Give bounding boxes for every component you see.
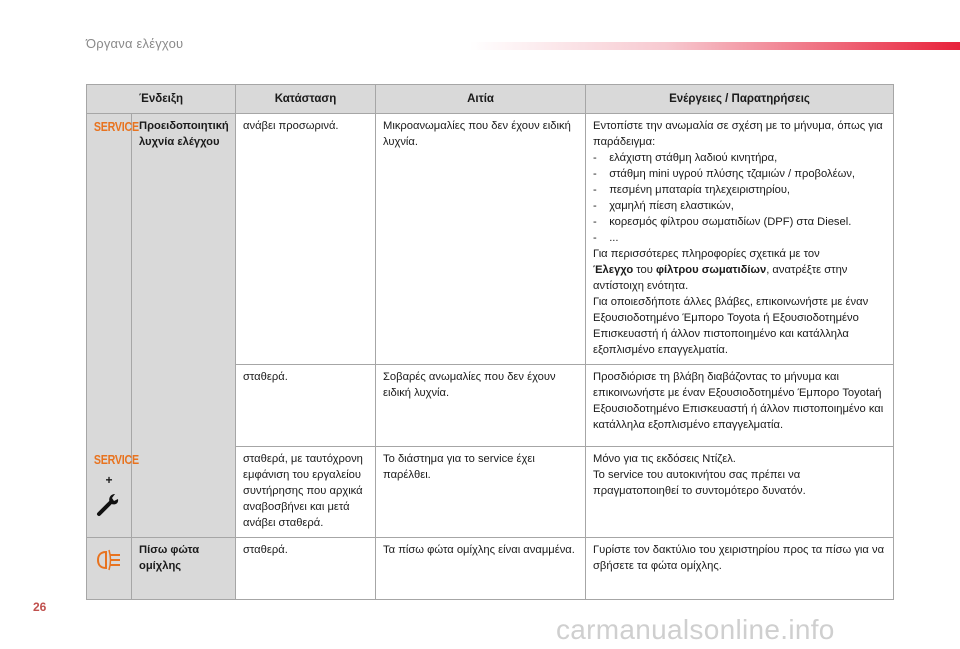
icon-cell — [87, 447, 139, 538]
more-info-bold: Έλεγχο — [593, 264, 634, 276]
actions-text: Γυρίστε τον δακτύλιο του χειριστηρίου προς τα πίσω για να σβήσετε τα φώτα ομίχλης. — [593, 544, 885, 572]
indicator-name-cell — [132, 538, 236, 600]
cause-cell — [376, 114, 586, 365]
cause-cell — [376, 365, 586, 447]
page-header-title: Όργανα ελέγχου — [86, 36, 184, 51]
actions-text: Προσδιόρισε τη βλάβη διαβάζοντας το μήνυμα και επικοινωνήστε με έναν Εξουσιοδοτημένο Έμπορο Toyotaή Εξουσιοδοτημένο Επισκευαστή ή άλλον πιστοποιημένο και κατάλληλα εξοπλισμένο επαγγελματία. — [593, 371, 884, 431]
icon-cell — [87, 538, 132, 600]
rear-fog-light-icon — [95, 548, 123, 572]
actions-intro: Εντοπίστε την ανωμαλία σε σχέση με το μήνυμα, όπως για παράδειγμα: — [593, 120, 883, 148]
table-row — [87, 538, 894, 600]
actions-cell — [586, 114, 894, 365]
plus-sign: + — [105, 472, 113, 487]
cause-cell — [376, 538, 586, 600]
icon-cell — [87, 114, 139, 365]
state-cell — [236, 365, 376, 447]
table-header-row — [87, 85, 894, 114]
list-item-text: κορεσμός φίλτρου σωματιδίων (DPF) στα Diesel. — [609, 216, 852, 228]
table-row — [87, 114, 894, 365]
service-warning-icon: SERVICE — [93, 451, 139, 467]
list-item-text: στάθμη mini υγρού πλύσης τζαμιών / προβολέων, — [609, 168, 856, 180]
state-text: σταθερά. — [243, 371, 288, 383]
actions-list-item: - πεσμένη μπαταρία τηλεχειριστηρίου, — [593, 184, 791, 196]
more-info-text: του — [633, 264, 657, 276]
warning-lights-table — [86, 84, 894, 600]
list-item-text: ελάχιστη στάθμη λαδιού κινητήρα, — [609, 152, 778, 164]
header-accent-bar — [470, 42, 960, 50]
more-info-bold: φίλτρου σωματιδίων — [656, 264, 767, 276]
actions-text: Το service του αυτοκινήτου σας πρέπει να πραγματοποιηθεί το συντομότερο δυνατόν. — [593, 469, 806, 497]
actions-outro: Για οποιεσδήποτε άλλες βλάβες, επικοινωνήστε με έναν Εξουσιοδοτημένο Έμπορο Toyota ή Εξουσιοδοτημένο Επισκευαστή ή άλλον πιστοποιημένο και κατάλληλα εξοπλισμένο επαγγελματία. — [593, 296, 869, 356]
actions-list-item: - χαμηλή πίεση ελαστικών, — [593, 200, 734, 212]
actions-list-item: - ... — [593, 232, 619, 244]
indicator-name: Πίσω φώτα ομίχλης — [139, 544, 200, 572]
actions-more-info — [593, 246, 887, 294]
state-cell — [236, 538, 376, 600]
cause-text: Μικροανωμαλίες που δεν έχουν ειδική λυχνία. — [383, 120, 571, 148]
column-header-actions: Ενέργειες / Παρατηρήσεις — [586, 85, 894, 114]
indicator-name-cell — [132, 114, 236, 538]
list-item-text: ... — [609, 232, 619, 244]
watermark: carmanualsonline.info — [556, 614, 835, 645]
service-warning-icon: SERVICE — [93, 119, 139, 134]
cause-cell — [376, 447, 586, 538]
cause-text: Σοβαρές ανωμαλίες που δεν έχουν ειδική λυχνία. — [383, 371, 556, 399]
actions-cell — [586, 365, 894, 447]
indicator-name: Προειδοποιητική λυχνία ελέγχου — [139, 120, 229, 148]
more-info-text: Για περισσότερες πληροφορίες σχετικά με τον — [593, 248, 820, 260]
list-item-text: πεσμένη μπαταρία τηλεχειριστηρίου, — [609, 184, 791, 196]
state-cell — [236, 447, 376, 538]
more-info-text: , ανατρέξτε στην αντίστοιχη ενότητα. — [593, 264, 848, 292]
cause-text: Τα πίσω φώτα ομίχλης είναι αναμμένα. — [383, 544, 575, 556]
page-number: 26 — [33, 600, 47, 614]
state-text: ανάβει προσωρινά. — [243, 120, 339, 132]
actions-list-item: - στάθμη mini υγρού πλύσης τζαμιών / προβολέων, — [593, 168, 856, 180]
actions-list-item: - κορεσμός φίλτρου σωματιδίων (DPF) στα Diesel. — [593, 216, 852, 228]
actions-list-item: - ελάχιστη στάθμη λαδιού κινητήρα, — [593, 152, 778, 164]
cause-text: Το διάστημα για το service έχει παρέλθει. — [383, 453, 535, 481]
actions-cell — [586, 447, 894, 538]
actions-text: Μόνο για τις εκδόσεις Ντίζελ. — [593, 453, 736, 465]
wrench-icon — [96, 491, 122, 517]
state-cell — [236, 114, 376, 365]
actions-cell — [586, 538, 894, 600]
column-header-indicator: Ένδειξη — [87, 85, 236, 114]
list-item-text: χαμηλή πίεση ελαστικών, — [609, 200, 734, 212]
icon-cell — [87, 365, 132, 447]
state-text: σταθερά. — [243, 544, 288, 556]
state-text: σταθερά, με ταυτόχρονη εμφάνιση του εργαλείου συντήρησης που αρχικά αναβοσβήνει και μετά ανάβει σταθερά. — [243, 453, 363, 529]
column-header-state: Κατάσταση — [236, 85, 376, 114]
column-header-cause: Αιτία — [376, 85, 586, 114]
